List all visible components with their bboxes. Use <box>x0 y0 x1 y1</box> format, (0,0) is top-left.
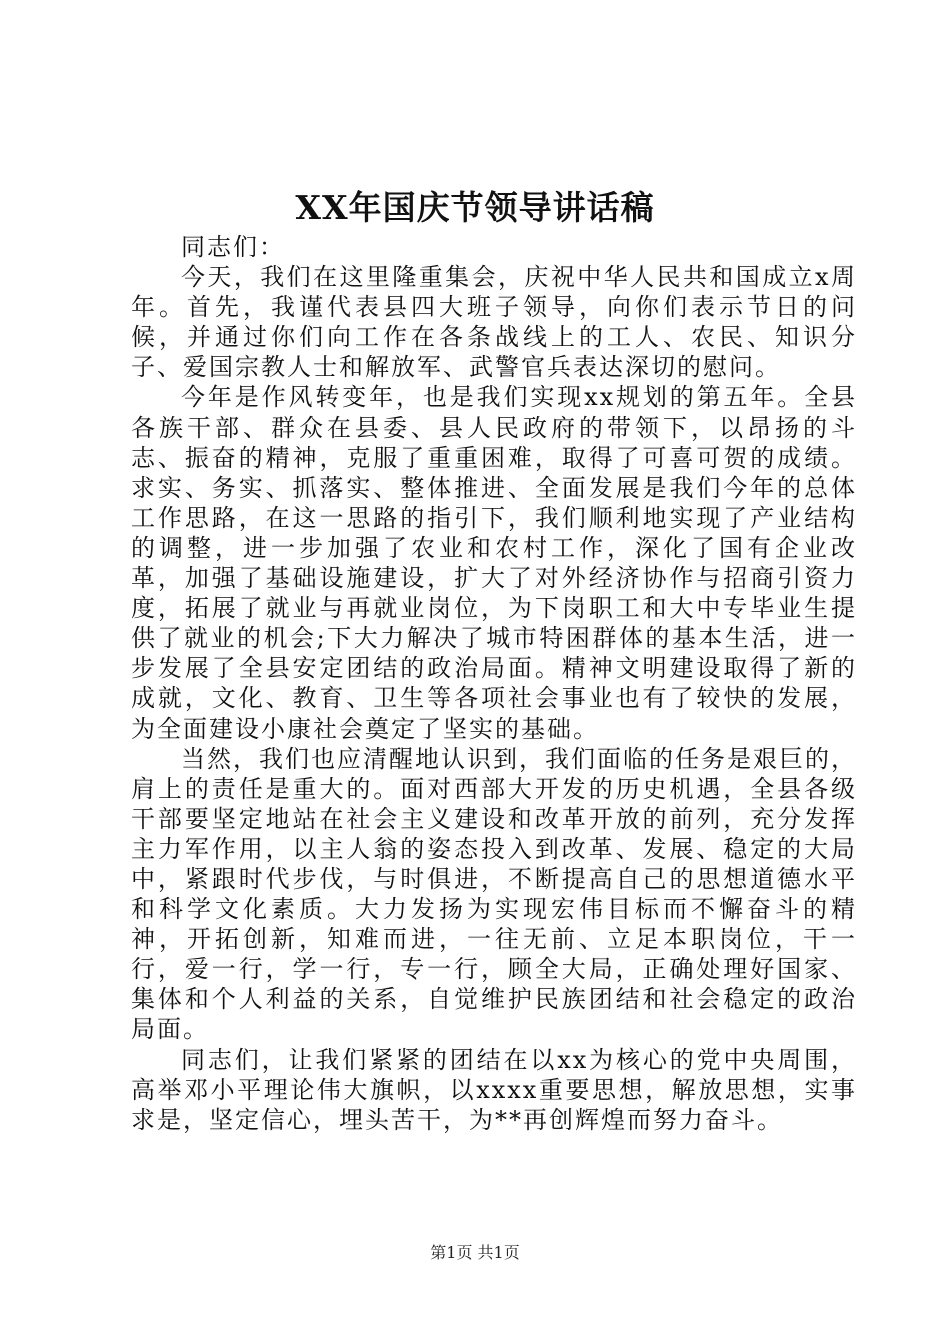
closing-paragraph: 同志们，让我们紧紧的团结在以xx为核心的党中央周围，高举邓小平理论伟大旗帜，以xxxx重要思想，解放思想，实事求是，坚定信心，埋头苦干，为**再创辉煌而努力奋斗。 <box>131 1045 857 1134</box>
document-title: XX年国庆节领导讲话稿 <box>295 188 655 227</box>
page-footer: 第1页 共1页 <box>430 1243 520 1262</box>
body-paragraph: 今年是作风转变年，也是我们实现xx规划的第五年。全县各族干部、群众在县委、县人民政府的带领下，以昂扬的斗志、振奋的精神，克服了重重困难，取得了可喜可贺的成绩。求实、务实、抓落实、整体推进、全面发展是我们今年的总体工作思路，在这一思路的指引下，我们顺利地实现了产业结构的调整，进一步加强了农业和农村工作，深化了国有企业改革，加强了基础设施建设，扩大了对外经济协作与招商引资力度，拓展了就业与再就业岗位，为下岗职工和大中专毕业生提供了就业的机会;下大力解决了城市特困群体的基本生活，进一步发展了全县安定团结的政治局面。精神文明建设取得了新的成就，文化、教育、卫生等各项社会事业也有了较快的发展，为全面建设小康社会奠定了坚实的基础。 <box>131 383 857 743</box>
document-body <box>131 232 857 1135</box>
body-paragraph: 今天，我们在这里隆重集会，庆祝中华人民共和国成立x周年。首先，我谨代表县四大班子领导，向你们表示节日的问候，并通过你们向工作在各条战线上的工人、农民、知识分子、爱国宗教人士和解放军、武警官兵表达深切的慰问。 <box>131 263 857 382</box>
body-paragraph: 当然，我们也应清醒地认识到，我们面临的任务是艰巨的，肩上的责任是重大的。面对西部大开发的历史机遇，全县各级干部要坚定地站在社会主义建设和改革开放的前列，充分发挥主力军作用，以主人翁的姿态投入到改革、发展、稳定的大局中，紧跟时代步伐，与时俱进，不断提高自己的思想道德水平和科学文化素质。大力发扬为实现宏伟目标而不懈奋斗的精神，开拓创新，知难而进，一往无前、立足本职岗位，干一行，爱一行，学一行，专一行，顾全大局，正确处理好国家、集体和个人利益的关系，自觉维护民族团结和社会稳定的政治局面。 <box>131 744 857 1044</box>
salutation-paragraph: 同志们： <box>181 233 285 261</box>
